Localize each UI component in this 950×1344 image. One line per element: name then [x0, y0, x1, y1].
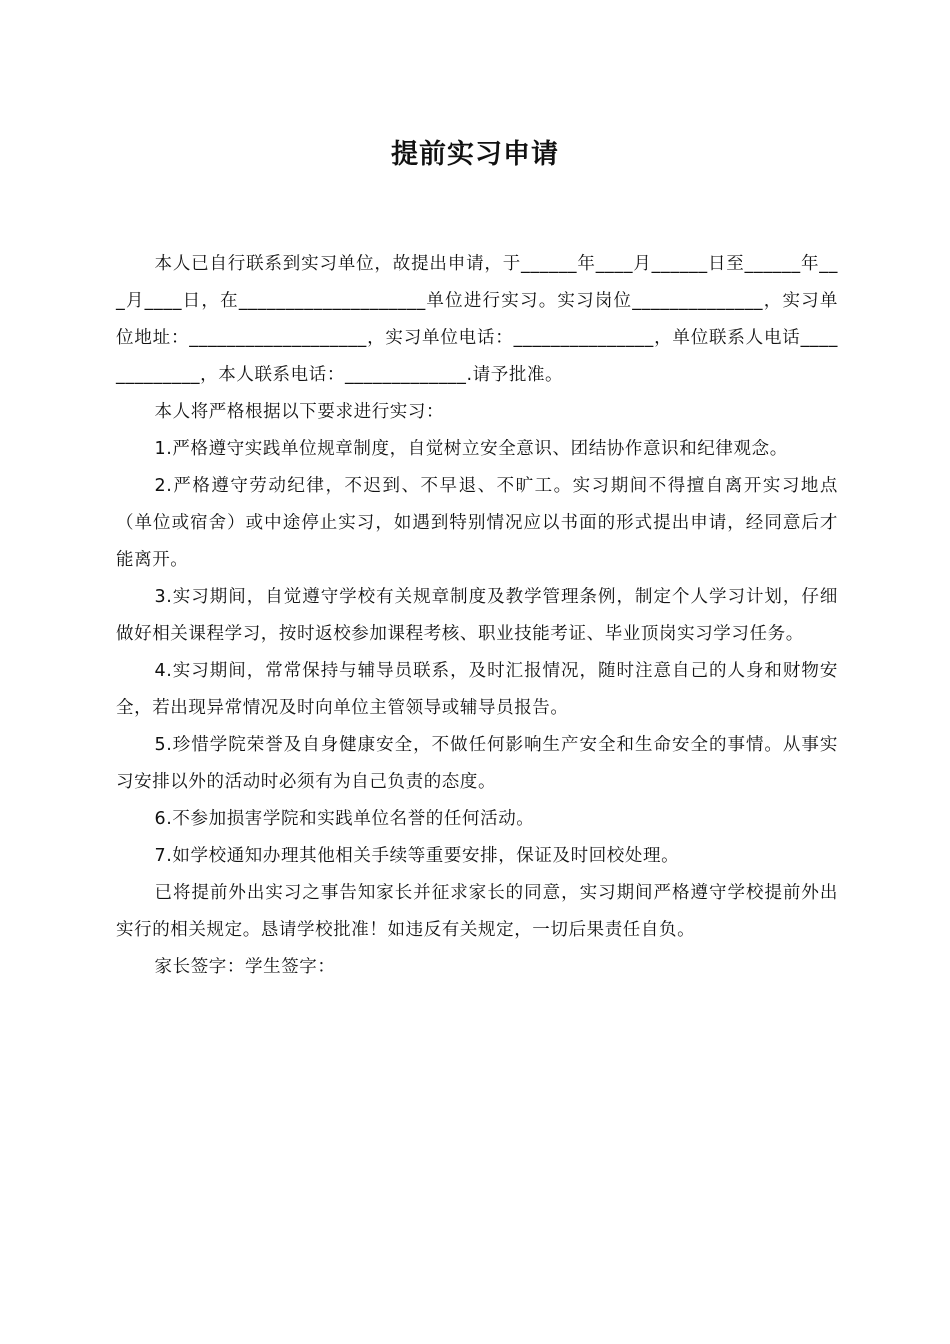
document-body	[116, 246, 838, 986]
intro-paragraph: 本人已自行联系到实习单位，故提出申请，于______年____月______日至______年___月____日，在____________________单位进行实习。实习岗位______________，实习单位地址：___________________，实习单位电话：_______________，单位联系人电话_____________，本人联系电话：_____________.请予批准。	[116, 254, 838, 385]
page-title: 提前实习申请	[391, 139, 559, 170]
requirement-item-3: 3.实习期间，自觉遵守学校有关规章制度及教学管理条例，制定个人学习计划，仔细做好相关课程学习，按时返校参加课程考核、职业技能考证、毕业顶岗实习学习任务。	[116, 587, 838, 644]
requirement-item-1: 1.严格遵守实践单位规章制度，自觉树立安全意识、团结协作意识和纪律观念。	[154, 439, 788, 459]
requirement-item-6: 6.不参加损害学院和实践单位名誉的任何活动。	[154, 809, 535, 829]
requirement-item-5: 5.珍惜学院荣誉及自身健康安全，不做任何影响生产安全和生命安全的事情。从事实习安排以外的活动时必须有为自己负责的态度。	[116, 735, 838, 792]
requirement-item-2: 2.严格遵守劳动纪律，不迟到、不早退、不旷工。实习期间不得擅自离开实习地点（单位或宿舍）或中途停止实习，如遇到特别情况应以书面的形式提出申请，经同意后才能离开。	[116, 476, 838, 570]
closing-paragraph: 已将提前外出实习之事告知家长并征求家长的同意，实习期间严格遵守学校提前外出实行的相关规定。恳请学校批准！如违反有关规定，一切后果责任自负。	[116, 883, 838, 940]
requirement-item-4: 4.实习期间，常常保持与辅导员联系，及时汇报情况，随时注意自己的人身和财物安全，若出现异常情况及时向单位主管领导或辅导员报告。	[116, 661, 838, 718]
requirements-lead: 本人将严格根据以下要求进行实习：	[154, 402, 445, 422]
signature-line: 家长签字：学生签字：	[154, 957, 336, 977]
requirement-item-7: 7.如学校通知办理其他相关手续等重要安排，保证及时回校处理。	[154, 846, 680, 866]
